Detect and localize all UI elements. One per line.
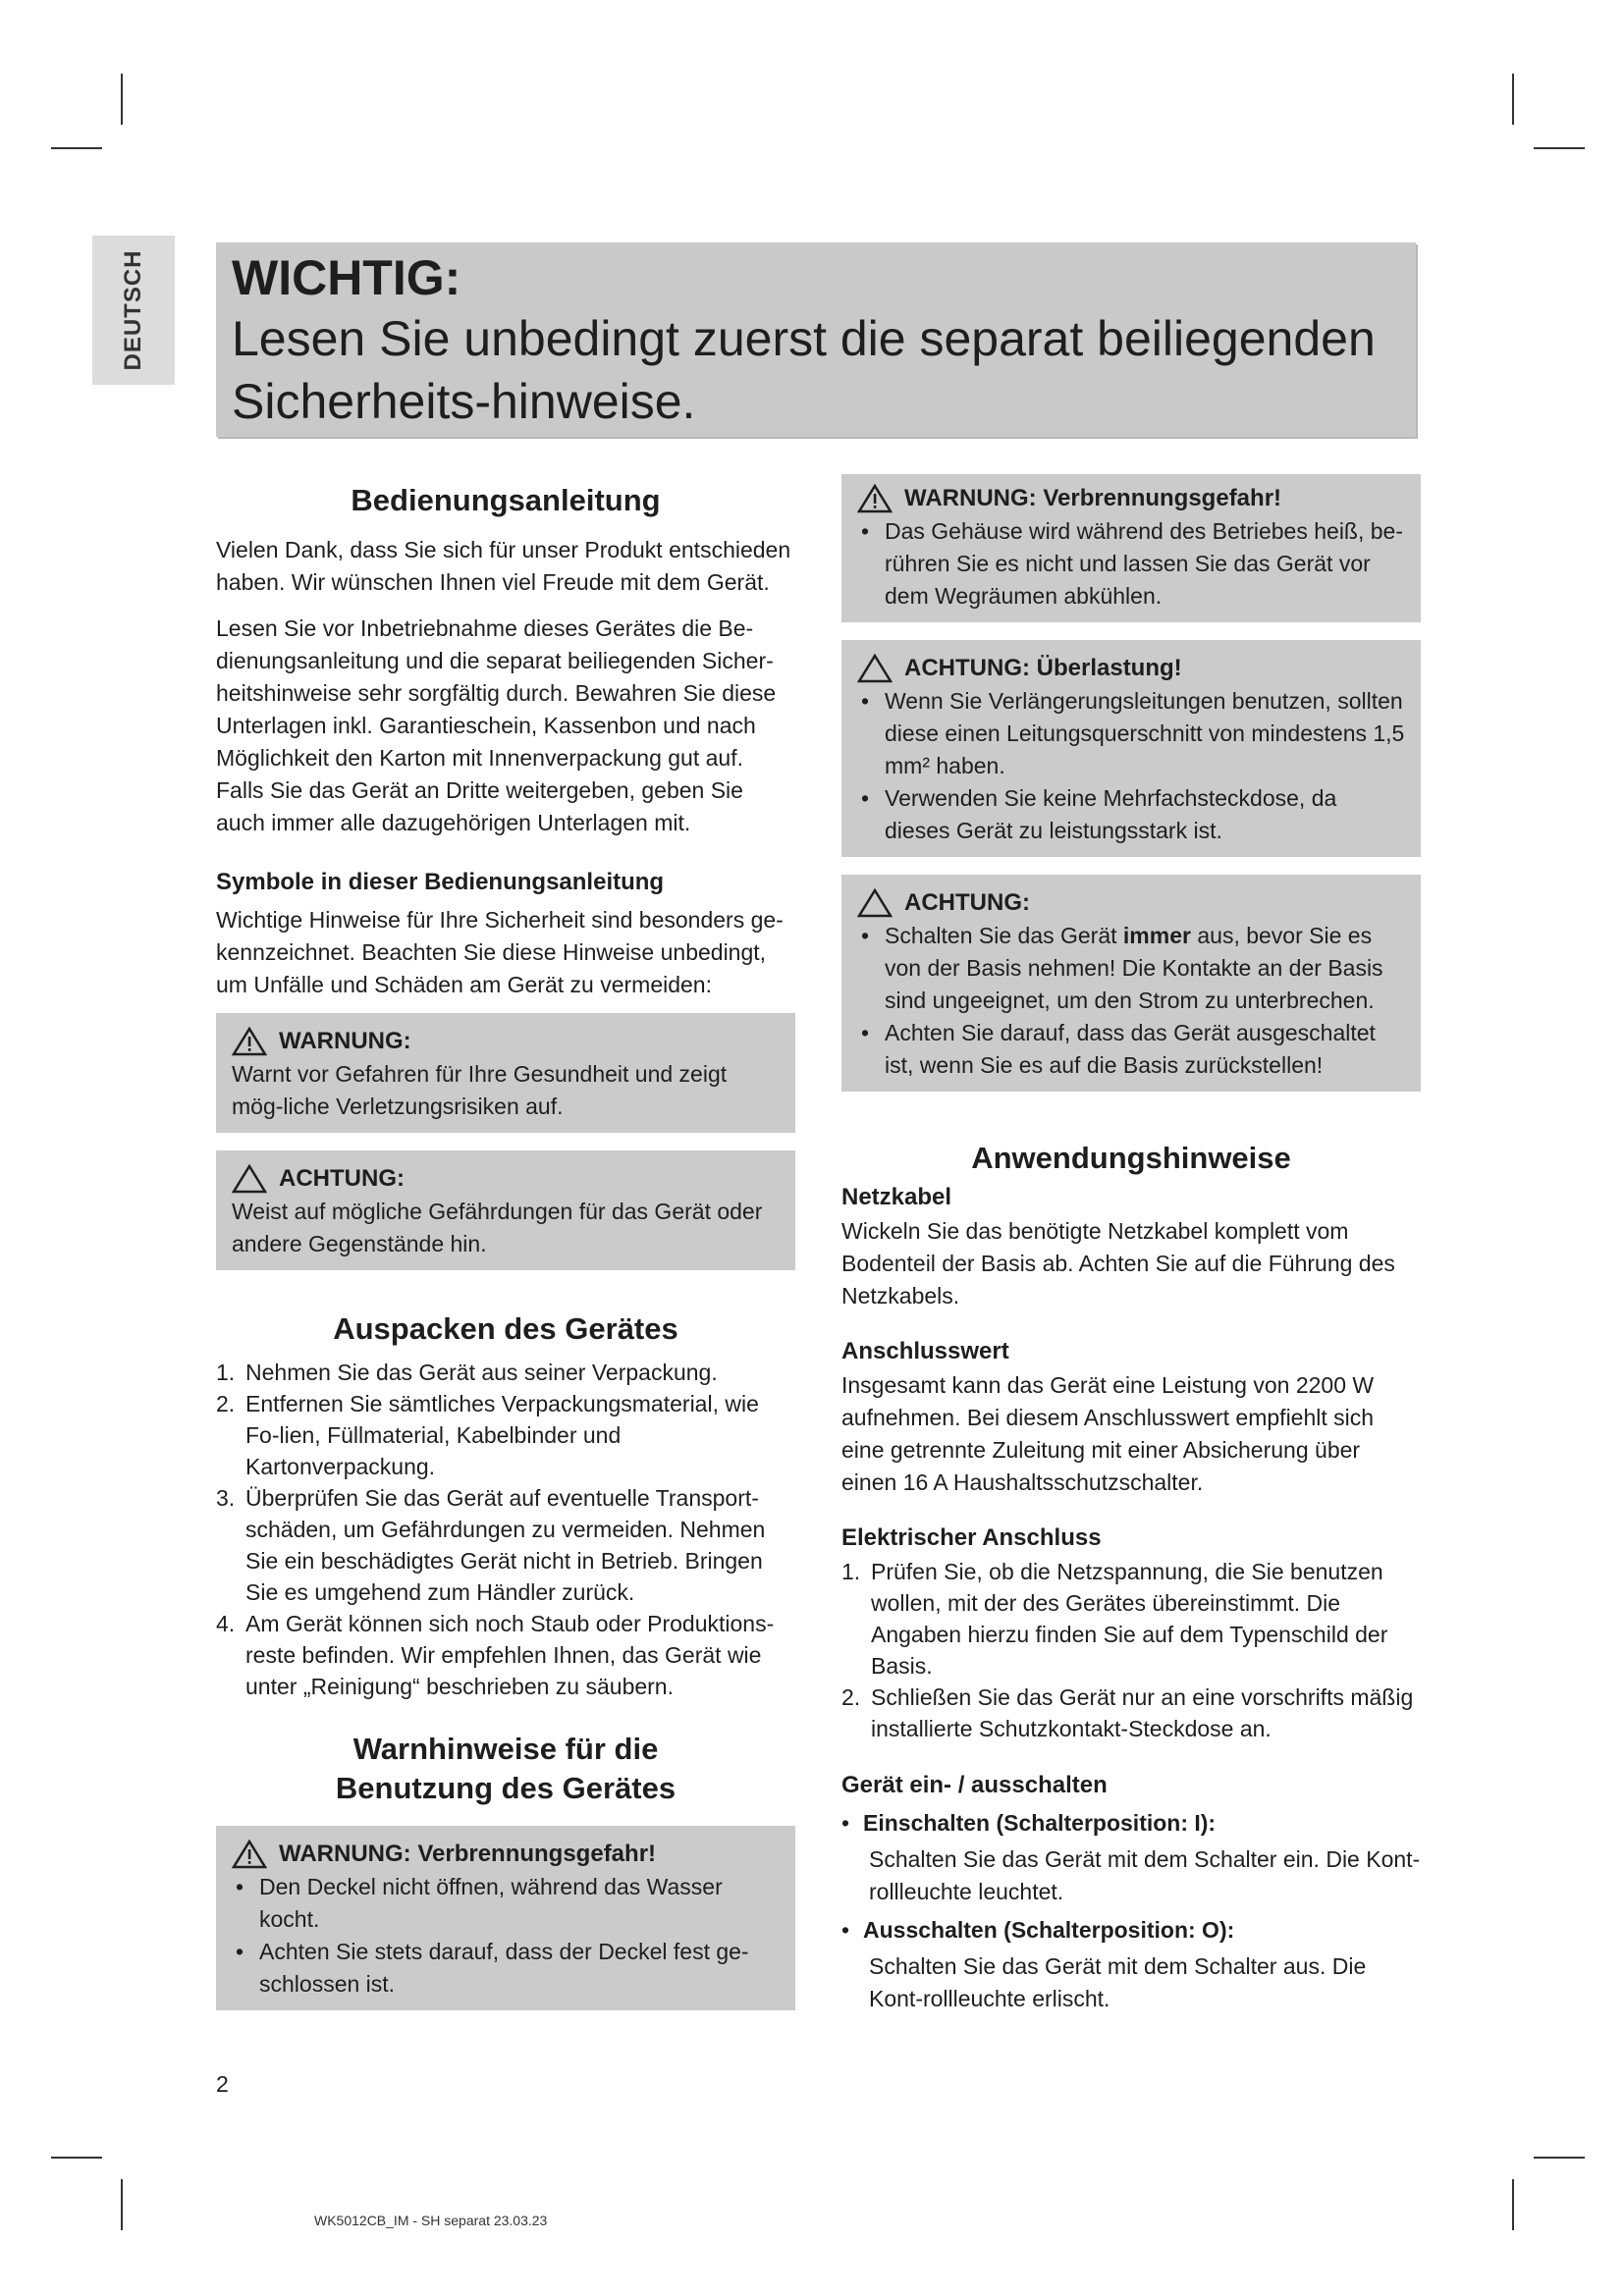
caution-triangle-icon <box>857 654 893 683</box>
symbols-text: Wichtige Hinweise für Ihre Sicherheit sind besonders ge-kennzeichnet. Beachten Sie diese Hinweise unbedingt, um Unfälle und Schäden am Gerät zu vermeiden: <box>216 907 784 997</box>
right-column <box>841 474 1421 2021</box>
base-caution-box <box>841 875 1421 1092</box>
crop-mark <box>1534 147 1585 149</box>
switch-list <box>841 1807 1421 2015</box>
netzkabel-text: Wickeln Sie das benötigte Netzkabel komplett vom Bodenteil der Basis ab. Achten Sie auf die Führung des Netzkabels. <box>841 1218 1395 1308</box>
anschluss-text: Insgesamt kann das Gerät eine Leistung von 2200 W aufnehmen. Bei diesem Anschlusswert empfiehlt sich eine getrennte Zuleitung mit einer Absicherung über einen 16 A Haushaltsschutzschalter. <box>841 1372 1375 1495</box>
list-item: 1. Prüfen Sie, ob die Netzspannung, die Sie benutzen wollen, mit der des Gerätes übereinstimmt. Die Angaben hierzu finden Sie auf dem Typenschild der Basis. <box>841 1559 1388 1679</box>
burn-warning-header <box>232 1838 780 1871</box>
warnings-heading <box>216 1730 795 1808</box>
caution-symbol-box <box>216 1150 795 1270</box>
switch-on-text: Schalten Sie das Gerät mit dem Schalter ein. Die Kont-rollleuchte leuchtet. <box>869 1846 1421 1904</box>
symbols-heading: Symbole in dieser Bedienungsanleitung <box>216 869 665 895</box>
crop-mark <box>51 147 102 149</box>
base-caution-title: ACHTUNG: <box>904 889 1030 916</box>
banner-text: Lesen Sie unbedingt zuerst die separat beiliegenden Sicherheits-hinweise. <box>232 311 1376 429</box>
overload-caution-title: ACHTUNG: Überlastung! <box>904 655 1182 681</box>
caution-box-title: ACHTUNG: <box>279 1165 405 1192</box>
crop-mark <box>1534 2157 1585 2159</box>
base-caution-header <box>857 886 1405 920</box>
list-item: 4. Am Gerät können sich noch Staub oder Produktions-reste befinden. Wir empfehlen Ihnen, das Gerät wie unter „Reinigung“ beschrieben zu säubern. <box>216 1611 775 1699</box>
list-item: • Das Gehäuse wird während des Betriebes heiß, be-rühren Sie es nicht und lassen Sie das Gerät vor dem Wegräumen abkühlen. <box>857 515 1405 613</box>
language-tab <box>92 236 175 385</box>
intro-paragraph-2: Lesen Sie vor Inbetriebnahme dieses Gerätes die Be-dienungsanleitung und die separat beiliegenden Sicher-heitshinweise sehr sorgfältig durch. Bewahren Sie diese Unterlagen inkl. Garantieschein, Kassenbon und nach Möglichkeit den Karton mit Innenverpackung gut auf. Falls Sie das Gerät an Dritte weitergeben, geben Sie auch immer alle dazugehörigen Unterlagen mit. <box>216 615 777 835</box>
important-banner <box>216 242 1416 437</box>
netzkabel-heading: Netzkabel <box>841 1184 952 1210</box>
list-item: • Achten Sie stets darauf, dass der Deckel fest ge-schlossen ist. <box>232 1936 780 2001</box>
page-number: 2 <box>216 2071 229 2097</box>
manual-heading: Bedienungsanleitung <box>351 483 661 517</box>
list-item: • Verwenden Sie keine Mehrfachsteckdose, da dieses Gerät zu leistungsstark ist. <box>857 782 1405 847</box>
unpack-heading: Auspacken des Gerätes <box>333 1311 678 1346</box>
caution-triangle-icon <box>232 1164 267 1194</box>
burn-warning-header-2 <box>857 482 1405 515</box>
elektrisch-steps <box>841 1556 1421 1744</box>
list-item: 3. Überprüfen Sie das Gerät auf eventuelle Transport-schäden, um Gefährdungen zu vermeiden. Nehmen Sie ein beschädigtes Gerät nicht in Betrieb. Bringen Sie es umgehend zum Händler zurück. <box>216 1485 766 1605</box>
list-item: • Wenn Sie Verlängerungsleitungen benutzen, sollten diese einen Leitungsquerschnitt von mindestens 1,5 mm² haben. <box>857 685 1405 782</box>
left-column <box>216 481 795 2028</box>
anschluss-heading: Anschlusswert <box>841 1338 1009 1364</box>
burn-warning-list <box>232 1871 780 2001</box>
list-item <box>841 1914 1421 2015</box>
switch-off-label: • Ausschalten (Schalterposition: O): <box>863 1917 1235 1943</box>
elektrisch-heading: Elektrischer Anschluss <box>841 1524 1102 1551</box>
overload-caution-box <box>841 640 1421 857</box>
base-caution-list <box>857 920 1405 1082</box>
intro-paragraph-1: Vielen Dank, dass Sie sich für unser Produkt entschieden haben. Wir wünschen Ihnen viel Freude mit dem Gerät. <box>216 537 791 595</box>
crop-mark <box>121 2179 123 2230</box>
unpack-steps <box>216 1357 795 1702</box>
usage-heading: Anwendungshinweise <box>971 1141 1291 1175</box>
list-item: 1. Nehmen Sie das Gerät aus seiner Verpackung. <box>216 1360 718 1385</box>
burn-warning-list-2 <box>857 515 1405 613</box>
warning-symbol-box <box>216 1013 795 1133</box>
warning-exclamation-icon <box>232 1840 267 1869</box>
crop-mark <box>1512 74 1514 125</box>
warnings-heading-line-2: Benutzung des Gerätes <box>335 1771 677 1805</box>
list-item: • Achten Sie darauf, dass das Gerät ausgeschaltet ist, wenn Sie es auf die Basis zurückstellen! <box>857 1017 1405 1082</box>
burn-warning-title: WARNUNG: Verbrennungsgefahr! <box>279 1841 657 1867</box>
warning-exclamation-icon <box>232 1027 267 1056</box>
burn-warning-box-2 <box>841 474 1421 622</box>
warning-box-text: Warnt vor Gefahren für Ihre Gesundheit und zeigt mög-liche Verletzungsrisiken auf. <box>232 1061 728 1119</box>
crop-mark <box>121 74 123 125</box>
overload-caution-list <box>857 685 1405 847</box>
print-footer: WK5012CB_IM - SH separat 23.03.23 <box>314 2213 548 2228</box>
list-item <box>841 1807 1421 1908</box>
overload-caution-header <box>857 652 1405 685</box>
warning-box-header <box>232 1025 780 1058</box>
banner-title: WICHTIG: <box>232 250 461 305</box>
list-item: • Schalten Sie das Gerät immer aus, bevor Sie es von der Basis nehmen! Die Kontakte an der Basis sind ungeeignet, um den Strom zu unterbrechen. <box>857 920 1405 1017</box>
crop-mark <box>1512 2179 1514 2230</box>
burn-warning-title-2: WARNUNG: Verbrennungsgefahr! <box>904 485 1282 511</box>
warning-exclamation-icon <box>857 484 893 513</box>
caution-box-header <box>232 1162 780 1196</box>
crop-mark <box>51 2157 102 2159</box>
warnings-heading-line-1: Warnhinweise für die <box>352 1732 659 1766</box>
caution-box-text: Weist auf mögliche Gefährdungen für das Gerät oder andere Gegenstände hin. <box>232 1199 763 1256</box>
caution-triangle-icon <box>857 888 893 918</box>
list-item: 2. Schließen Sie das Gerät nur an eine vorschrifts mäßig installierte Schutzkontakt-Steckdose an. <box>841 1684 1414 1741</box>
list-item: • Den Deckel nicht öffnen, während das Wasser kocht. <box>232 1871 780 1936</box>
list-item: 2. Entfernen Sie sämtliches Verpackungsmaterial, wie Fo-lien, Füllmaterial, Kabelbinder und Kartonverpackung. <box>216 1391 759 1479</box>
switch-off-text: Schalten Sie das Gerät mit dem Schalter aus. Die Kont-rollleuchte erlischt. <box>869 1953 1367 2011</box>
switch-on-label: • Einschalten (Schalterposition: I): <box>863 1810 1217 1836</box>
warning-box-title: WARNUNG: <box>279 1028 411 1054</box>
language-tab-label: DEUTSCH <box>120 249 146 371</box>
burn-warning-box <box>216 1826 795 2010</box>
switch-heading: Gerät ein- / ausschalten <box>841 1772 1108 1798</box>
